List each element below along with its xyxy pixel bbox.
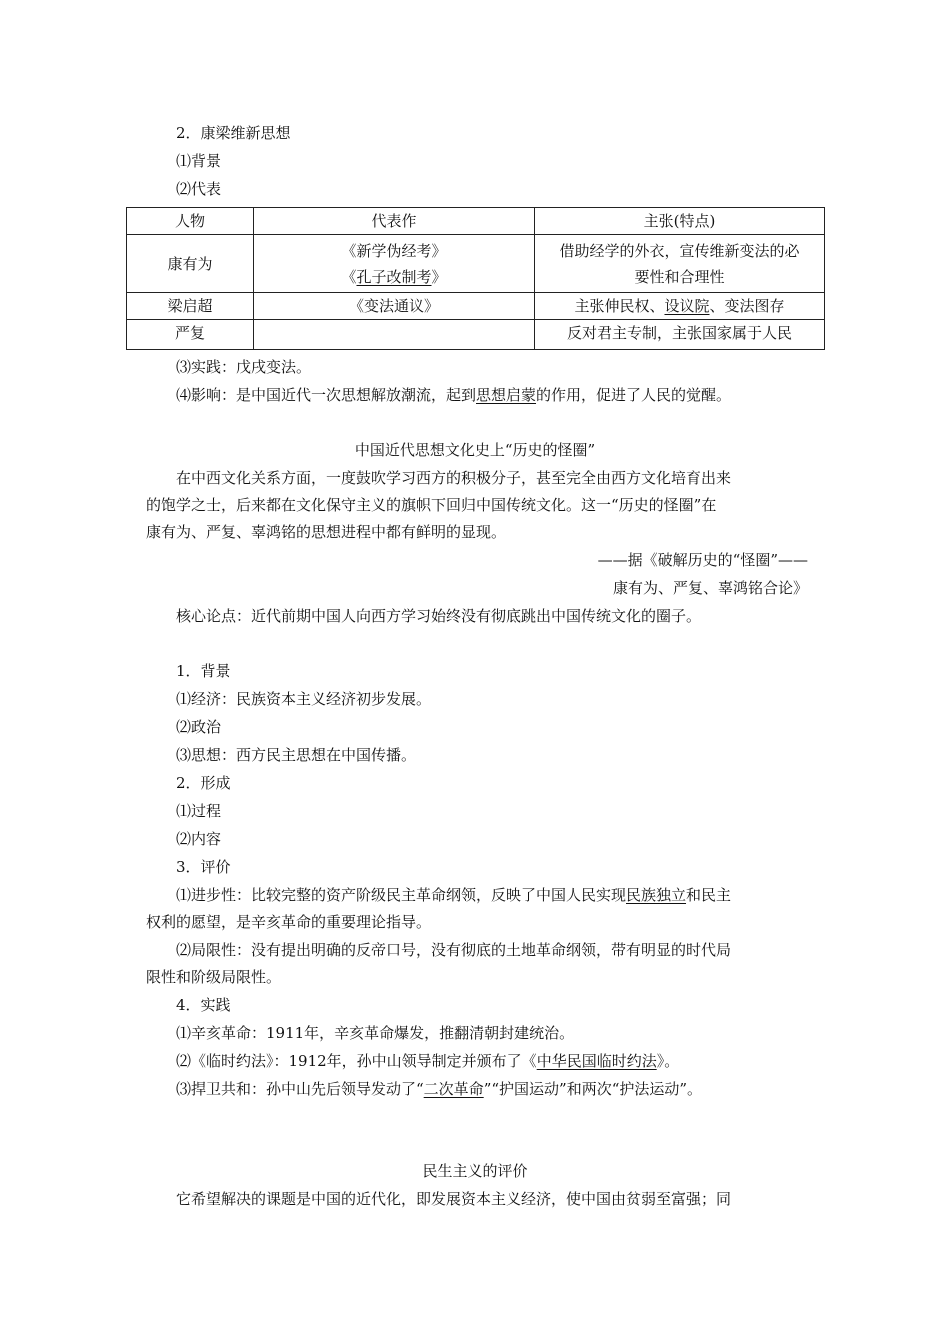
progressive-line [176, 885, 731, 905]
core-argument: 核心论点：近代前期中国人向西方学习始终没有彻底跳出中国传统文化的圈子。 [176, 607, 702, 625]
claim-line: 借助经学的外衣，宣传维新变法的必 [559, 241, 800, 260]
heading-background: 1．背景 [176, 662, 231, 680]
section-heading-kang-liang: 2．康梁维新思想 [176, 124, 291, 142]
heading-evaluation: 3．评价 [176, 858, 231, 876]
claim-text: 、变法图存 [709, 297, 785, 315]
influence-text: ⑷影响：是中国近代一次思想解放潮流，起到 [176, 386, 477, 404]
provisional-constitution-line [176, 1051, 679, 1071]
thought-line: ⑶思想：西方民主思想在中国传播。 [176, 746, 417, 764]
defend-text: ⑶捍卫共和：孙中山先后领导发动了“ [176, 1080, 424, 1098]
work-title-open: 《 [341, 267, 357, 286]
header-works: 代表作 [254, 208, 535, 235]
box1-source-line: ——据《破解历史的“怪圈”—— [597, 551, 808, 569]
work-title-close: 》 [431, 267, 447, 286]
progressive-text: ⑴进步性：比较完整的资产阶级民主革命纲领，反映了中国人民实现 [176, 886, 627, 904]
cell-person: 梁启超 [127, 293, 254, 320]
subheading-background: ⑴背景 [176, 152, 222, 170]
cell-works [254, 235, 535, 293]
heading-practice: 4．实践 [176, 996, 231, 1014]
progressive-line-2: 权利的愿望，是辛亥革命的重要理论指导。 [146, 913, 432, 931]
box1-paragraph-line: 康有为、严复、辜鸿铭的思想进程中都有鲜明的显现。 [146, 523, 507, 541]
table-header-row [127, 208, 825, 235]
cell-works: 《变法通议》 [254, 293, 535, 320]
claim-text-underlined: 设议院 [664, 297, 710, 315]
table-row [127, 235, 825, 293]
influence-underlined: 思想启蒙 [476, 386, 537, 404]
representatives-table [126, 207, 825, 350]
process-line: ⑴过程 [176, 802, 222, 820]
content-line: ⑵内容 [176, 830, 222, 848]
limitation-line: ⑵局限性：没有提出明确的反帝口号，没有彻底的土地革命纲领，带有明显的时代局 [176, 941, 732, 959]
defend-republic-line [176, 1079, 702, 1099]
header-claims: 主张(特点) [535, 208, 825, 235]
politics-line: ⑵政治 [176, 718, 222, 736]
limitation-line-2: 限性和阶级局限性。 [146, 968, 282, 986]
heading-formation: 2．形成 [176, 774, 231, 792]
constitution-text: 》。 [656, 1052, 680, 1070]
work-title [258, 264, 530, 290]
practice-line: ⑶实践：戊戌变法。 [176, 358, 312, 376]
defend-underlined: 二次革命 [423, 1080, 484, 1098]
cell-person: 严复 [127, 320, 254, 350]
box1-paragraph-line: 的饱学之士，后来都在文化保守主义的旗帜下回归中国传统文化。这一“历史的怪圈”在 [146, 496, 717, 514]
subheading-representatives: ⑵代表 [176, 180, 222, 198]
xinhai-line: ⑴辛亥革命：1911年，辛亥革命爆发，推翻清朝封建统治。 [176, 1024, 575, 1042]
claim-text: 主张伸民权、 [574, 297, 665, 315]
influence-text: 的作用，促进了人民的觉醒。 [536, 386, 732, 404]
progressive-underlined: 民族独立 [626, 886, 687, 904]
header-person: 人物 [127, 208, 254, 235]
cell-claims [535, 293, 825, 320]
table-row [127, 293, 825, 320]
table-row [127, 320, 825, 350]
box1-source-line: 康有为、严复、辜鸿铭合论》 [612, 579, 808, 597]
cell-claims: 反对君主专制，主张国家属于人民 [535, 320, 825, 350]
box2-paragraph-line: 它希望解决的课题是中国的近代化，即发展资本主义经济，使中国由贫弱至富强；同 [176, 1190, 732, 1208]
box1-paragraph-line: 在中西文化关系方面，一度鼓吹学习西方的积极分子，甚至完全由西方文化培育出来 [176, 469, 732, 487]
economy-line: ⑴经济：民族资本主义经济初步发展。 [176, 690, 432, 708]
claim-line: 要性和合理性 [634, 267, 725, 286]
progressive-text: 和民主 [686, 886, 732, 904]
box1-title: 中国近代思想文化史上“历史的怪圈” [354, 441, 596, 459]
constitution-text: ⑵《临时约法》：1912年，孙中山领导制定并颁布了《 [176, 1052, 537, 1070]
constitution-underlined: 中华民国临时约法 [536, 1052, 657, 1070]
cell-works [254, 320, 535, 350]
cell-person: 康有为 [127, 235, 254, 293]
work-title: 《新学伪经考》 [341, 241, 447, 260]
defend-text: ”“护国运动”和两次“护法运动”。 [483, 1080, 703, 1098]
cell-claims [535, 235, 825, 293]
box2-title: 民生主义的评价 [422, 1162, 528, 1180]
work-title-underlined: 孔子改制考 [356, 267, 432, 286]
influence-line [176, 385, 731, 405]
